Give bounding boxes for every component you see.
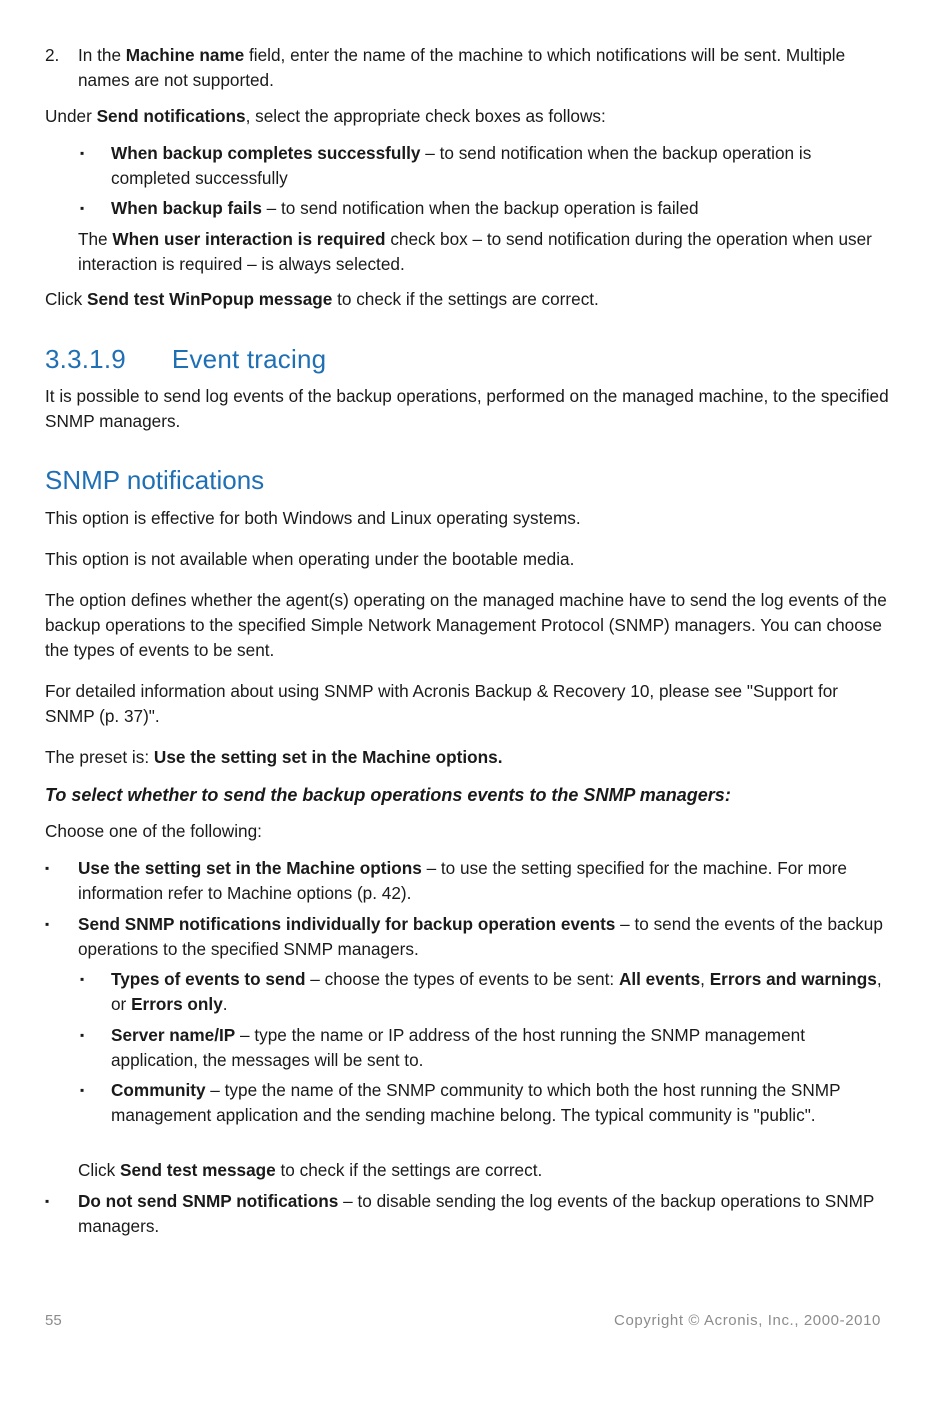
bullet-icon: ▪ xyxy=(45,861,50,875)
option-machine-options: Use the setting set in the Machine options – to use the setting specified for the machine. For more information refer to Machine options (p. 42). xyxy=(78,858,847,903)
bullet-icon: ▪ xyxy=(45,917,50,931)
option-send-individually: Send SNMP notifications individually for backup operation events – to send the events of the backup operations to the specified SNMP managers. xyxy=(78,914,883,959)
step-number: 2. xyxy=(45,45,60,65)
suboption-event-types: Types of events to send – choose the types of events to be sent: All events, Errors and warnings, or Errors only. xyxy=(111,969,882,1014)
paragraph-effective: This option is effective for both Windows and Linux operating systems. xyxy=(45,508,581,528)
procedure-title: To select whether to send the backup operations events to the SNMP managers: xyxy=(45,785,731,805)
paragraph-bootable: This option is not available when operating under the bootable media. xyxy=(45,549,575,569)
click-test-winpopup: Click Send test WinPopup message to check if the settings are correct. xyxy=(45,289,599,309)
section-number: 3.3.1.9 xyxy=(45,344,126,374)
paragraph-defines: The option defines whether the agent(s) operating on the managed machine have to send the log events of the backup operations to the specified Simple Network Management Protocol (SNMP) managers. You can choose the types of events to be sent. xyxy=(45,590,887,660)
subsection-heading: SNMP notifications xyxy=(45,465,265,495)
preset-line: The preset is: Use the setting set in the Machine options. xyxy=(45,747,503,767)
send-notifications-intro: Under Send notifications, select the appropriate check boxes as follows: xyxy=(45,106,606,126)
click-test-message: Click Send test message to check if the settings are correct. xyxy=(78,1160,543,1180)
section-intro: It is possible to send log events of the backup operations, performed on the managed machine, to the specified SNMP managers. xyxy=(45,386,889,431)
bullet-icon: ▪ xyxy=(80,201,85,215)
choose-line: Choose one of the following: xyxy=(45,821,262,841)
section-heading xyxy=(45,344,326,374)
step-2-text: In the Machine name field, enter the name of the machine to which notifications will be sent. Multiple names are not supported. xyxy=(78,45,846,90)
list-item-backup-success: When backup completes successfully – to send notification when the backup operation is completed successfully xyxy=(111,143,812,188)
suboption-server-name: Server name/IP – type the name or IP address of the host running the SNMP management application, the messages will be sent to. xyxy=(111,1025,805,1070)
option-do-not-send: Do not send SNMP notifications – to disable sending the log events of the backup operations to SNMP managers. xyxy=(78,1191,875,1236)
paragraph-detailed: For detailed information about using SNMP with Acronis Backup & Recovery 10, please see "Support for SNMP (p. 37)". xyxy=(45,681,839,726)
bullet-icon: ▪ xyxy=(80,1083,85,1097)
bullet-icon: ▪ xyxy=(45,1194,50,1208)
copyright: Copyright © Acronis, Inc., 2000-2010 xyxy=(614,1312,881,1329)
list-item-backup-fails: When backup fails – to send notification when the backup operation is failed xyxy=(111,198,699,218)
page-number: 55 xyxy=(45,1312,62,1329)
bullet-icon: ▪ xyxy=(80,1028,85,1042)
bullet-icon: ▪ xyxy=(80,972,85,986)
bullet-icon: ▪ xyxy=(80,146,85,160)
user-interaction-note: The When user interaction is required check box – to send notification during the operation when user interaction is required – is always selected. xyxy=(78,229,872,274)
suboption-community: Community – type the name of the SNMP community to which both the host running the SNMP management application and the sending machine belong. The typical community is "public". xyxy=(111,1080,841,1125)
section-title: Event tracing xyxy=(171,344,327,374)
